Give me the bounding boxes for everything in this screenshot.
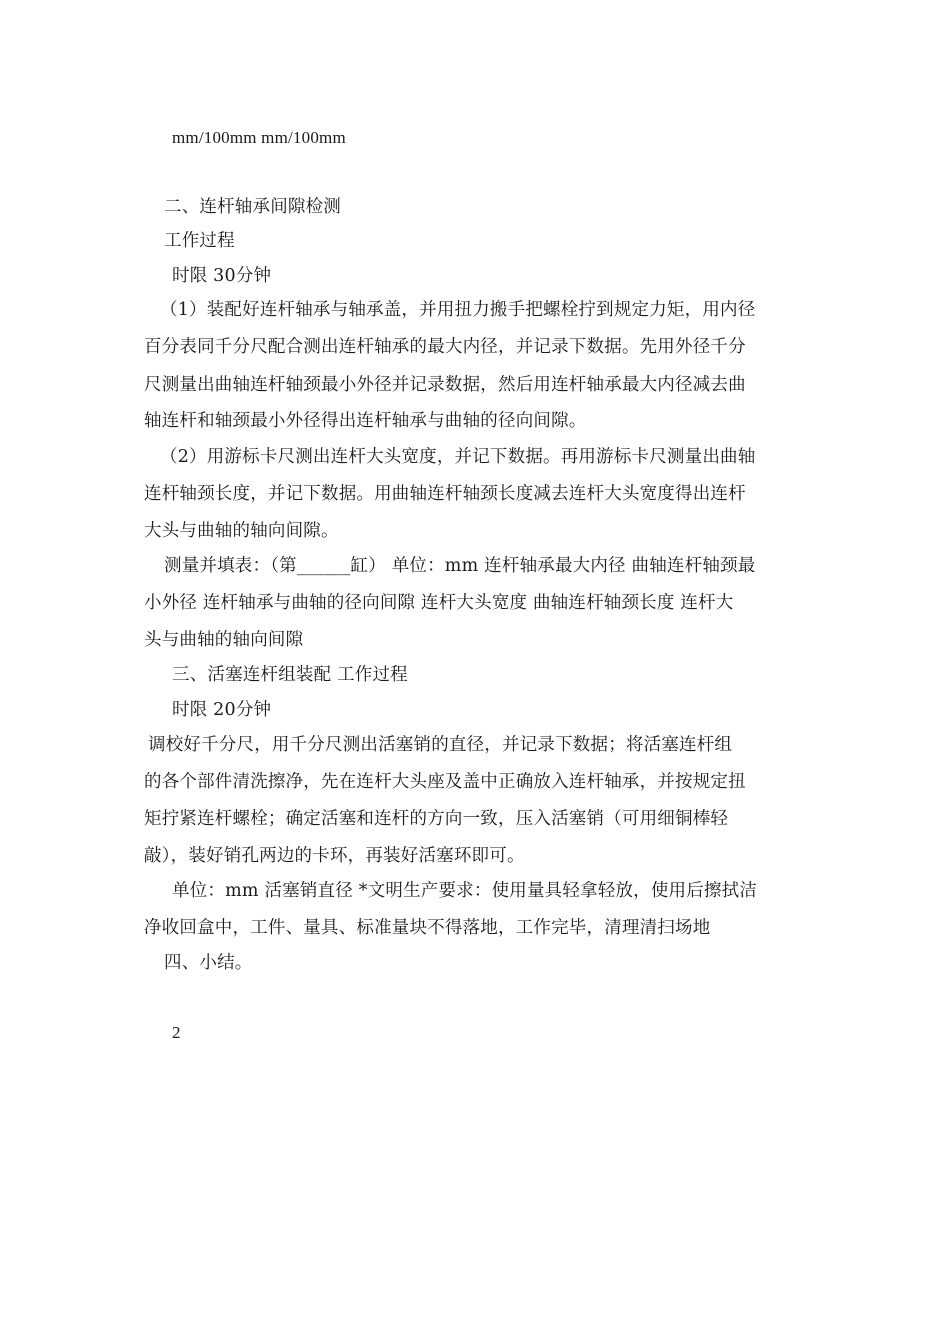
section-4-heading: 四、小结。 [164,953,253,973]
section-2-step-2-line-1: （2）用游标卡尺测出连杆大头宽度，并记下数据。再用游标卡尺测量出曲轴 [160,447,756,467]
civilized-production-line-1: 单位：mm 活塞销直径 *文明生产要求：使用量具轻拿轻放，使用后擦拭洁 [172,881,758,901]
page-number: 2 [172,1023,181,1042]
section-2-table-line-2: 小外径 连杆轴承与曲轴的径向间隙 连杆大头宽度 曲轴连杆轴颈长度 连杆大 [144,593,734,613]
section-2-step-1-line-3: 尺测量出曲轴连杆轴颈最小外径并记录数据，然后用连杆轴承最大内径减去曲 [144,375,746,395]
section-2-step-1-line-4: 轴连杆和轴颈最小外径得出连杆轴承与曲轴的径向间隙。 [144,411,587,431]
section-2-table-line-1: 测量并填表：（第______缸） 单位：mm 连杆轴承最大内径 曲轴连杆轴颈最 [164,556,756,576]
section-3-heading: 三、活塞连杆组装配 工作过程 [172,665,408,685]
section-2-step-1-line-2: 百分表同千分尺配合测出连杆轴承的最大内径，并记录下数据。先用外径千分 [144,337,746,357]
section-2-heading: 二、连杆轴承间隙检测 [164,197,341,217]
units-line: mm/100mm mm/100mm [172,128,346,147]
civilized-production-line-2: 净收回盒中，工件、量具、标准量块不得落地，工作完毕，清理清扫场地 [144,918,711,938]
section-2-work-process: 工作过程 [164,231,235,251]
section-3-time-limit: 时限 20分钟 [172,700,272,720]
section-3-paragraph-line-4: 敲），装好销孔两边的卡环，再装好活塞环即可。 [144,846,525,866]
section-3-paragraph-line-1: 调校好千分尺，用千分尺测出活塞销的直径，并记录下数据；将活塞连杆组 [148,735,733,755]
section-2-step-2-line-3: 大头与曲轴的轴向间隙。 [144,521,339,541]
section-2-step-2-line-2: 连杆轴颈长度，并记下数据。用曲轴连杆轴颈长度减去连杆大头宽度得出连杆 [144,484,746,504]
section-2-table-line-3: 头与曲轴的轴向间隙 [144,630,304,650]
section-3-paragraph-line-2: 的各个部件清洗擦净，先在连杆大头座及盖中正确放入连杆轴承，并按规定扭 [144,772,746,792]
section-2-step-1-line-1: （1）装配好连杆轴承与轴承盖，并用扭力搬手把螺栓拧到规定力矩，用内径 [160,300,756,320]
section-3-paragraph-line-3: 矩拧紧连杆螺栓；确定活塞和连杆的方向一致，压入活塞销（可用细铜棒轻 [144,809,729,829]
section-2-time-limit: 时限 30分钟 [172,266,272,286]
